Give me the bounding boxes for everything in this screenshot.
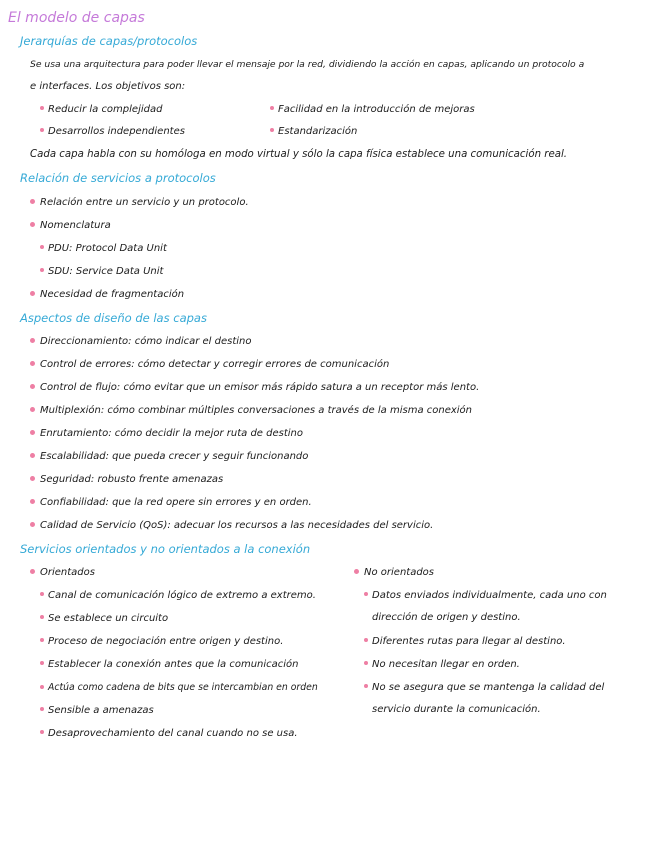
aspecto-item: Multiplexión: cómo combinar múltiples conversaciones a través de la misma conexión <box>30 404 472 417</box>
relacion-sub-item: PDU: Protocol Data Unit <box>40 242 167 255</box>
aspecto-item: Enrutamiento: cómo decidir la mejor ruta de destino <box>30 427 303 440</box>
objective-item: Reducir la complejidad <box>40 103 162 116</box>
heading-relacion: Relación de servicios a protocolos <box>20 171 216 185</box>
orientados-item: Actúa como cadena de bits que se intercambian en orden <box>40 681 318 694</box>
intro-line-2: e interfaces. Los objetivos son: <box>30 81 186 92</box>
intro-line-1: Se usa una arquitectura para poder llevar el mensaje por la red, dividiendo la acción en capas, aplicando un protocolo a <box>30 59 585 70</box>
orientados-item: Proceso de negociación entre origen y destino. <box>40 635 283 648</box>
relacion-item: Necesidad de fragmentación <box>30 288 184 301</box>
heading-servicios: Servicios orientados y no orientados a la conexión <box>20 542 311 556</box>
no-orientados-item-cont: servicio durante la comunicación. <box>372 704 541 715</box>
relacion-sub-item: SDU: Service Data Unit <box>40 265 163 278</box>
closing-text: Cada capa habla con su homóloga en modo virtual y sólo la capa física establece una comunicación real. <box>30 149 568 160</box>
no-orientados-item: Diferentes rutas para llegar al destino. <box>364 635 566 648</box>
aspecto-item: Escalabilidad: que pueda crecer y seguir funcionando <box>30 450 308 463</box>
aspecto-item: Confiabilidad: que la red opere sin errores y en orden. <box>30 496 312 509</box>
no-orientados-title: No orientados <box>354 566 434 579</box>
objective-item: Estandarización <box>270 125 357 138</box>
no-orientados-item: No necesitan llegar en orden. <box>364 658 520 671</box>
relacion-item: Relación entre un servicio y un protocolo. <box>30 196 249 209</box>
orientados-item: Canal de comunicación lógico de extremo a extremo. <box>40 589 316 602</box>
page-title: El modelo de capas <box>8 10 145 26</box>
aspecto-item: Calidad de Servicio (QoS): adecuar los recursos a las necesidades del servicio. <box>30 519 433 532</box>
orientados-item: Establecer la conexión antes que la comunicación <box>40 658 299 671</box>
heading-aspectos: Aspectos de diseño de las capas <box>20 311 207 325</box>
objective-item: Facilidad en la introducción de mejoras <box>270 103 475 116</box>
orientados-item: Sensible a amenazas <box>40 704 154 717</box>
heading-jerarquias: Jerarquías de capas/protocolos <box>20 34 198 48</box>
objective-item: Desarrollos independientes <box>40 125 185 138</box>
aspecto-item: Control de flujo: cómo evitar que un emisor más rápido satura a un receptor más lento. <box>30 381 479 394</box>
no-orientados-item: Datos enviados individualmente, cada uno con <box>364 589 607 602</box>
relacion-item: Nomenclatura <box>30 219 111 232</box>
orientados-item: Se establece un circuito <box>40 612 168 625</box>
orientados-title: Orientados <box>30 566 95 579</box>
aspecto-item: Control de errores: cómo detectar y corregir errores de comunicación <box>30 358 389 371</box>
aspecto-item: Seguridad: robusto frente amenazas <box>30 473 223 486</box>
no-orientados-item: No se asegura que se mantenga la calidad del <box>364 681 604 694</box>
no-orientados-item-cont: dirección de origen y destino. <box>372 612 521 623</box>
aspecto-item: Direccionamiento: cómo indicar el destino <box>30 335 251 348</box>
orientados-item: Desaprovechamiento del canal cuando no se usa. <box>40 727 298 740</box>
